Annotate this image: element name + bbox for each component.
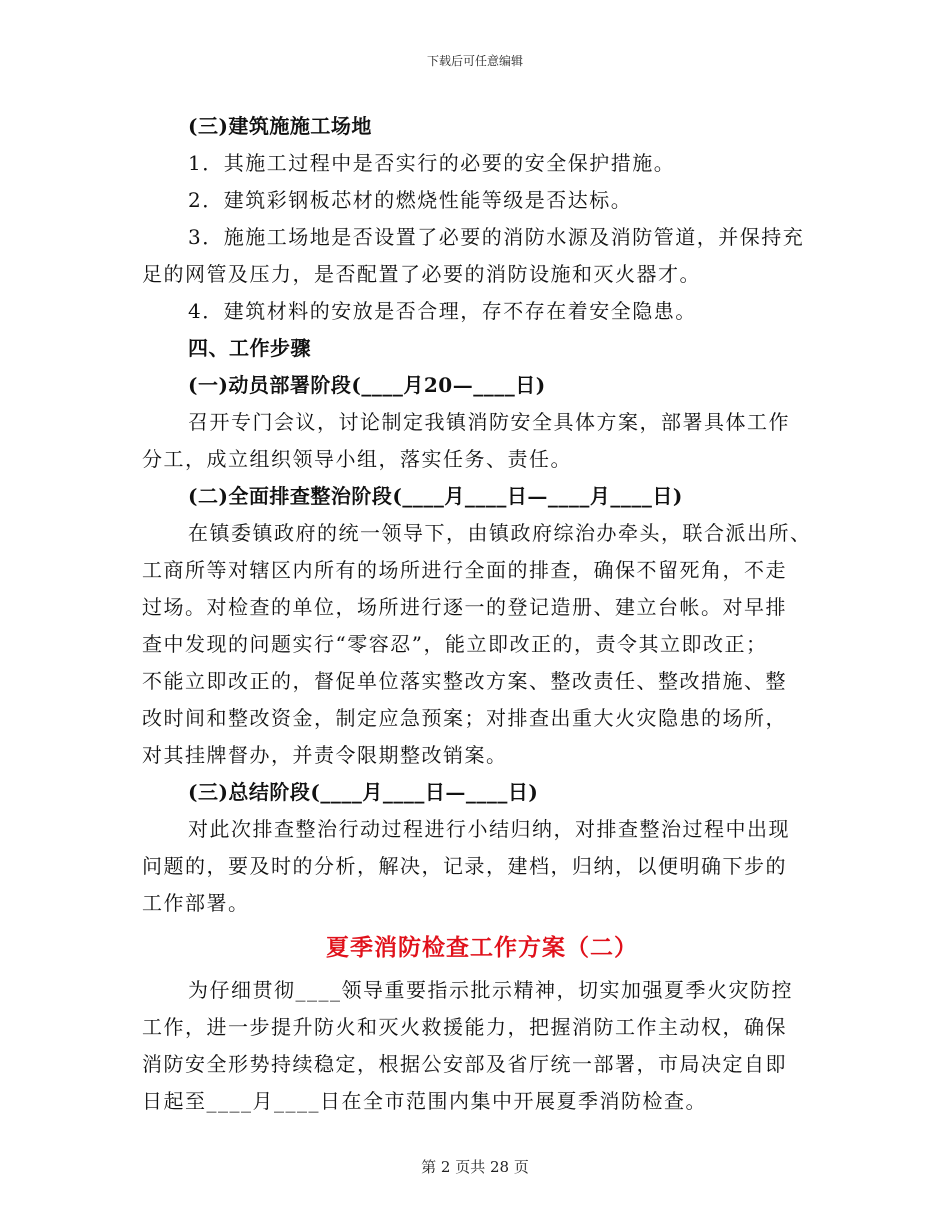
paragraph-line: 2．建筑彩钢板芯材的燃烧性能等级是否达标。	[188, 188, 633, 212]
paragraph-line: (一)动员部署阶段(____月20—____日)	[188, 373, 546, 397]
paragraph-line: 四、工作步骤	[188, 336, 311, 360]
section-summer-plan-intro	[142, 972, 822, 1120]
paragraph-line: 1．其施工过程中是否实行的必要的安全保护措施。	[188, 151, 676, 175]
paragraph-line: 工作部署。	[142, 891, 250, 915]
paragraph-line: 日起至____月____日在全市范围内集中开展夏季消防检查。	[142, 1089, 707, 1113]
paragraph-line: 改时间和整改资金，制定应急预案；对排查出重大火灾隐患的场所，	[142, 706, 787, 730]
paragraph-line: 4．建筑材料的安放是否合理，存不存在着安全隐患。	[188, 299, 697, 323]
paragraph-line: 为仔细贯彻____领导重要指示批示精神，切实加强夏季火灾防控	[188, 978, 793, 1002]
paragraph-line: 在镇委镇政府的统一领导下，由镇政府综治办牵头，联合派出所、	[188, 521, 812, 545]
paragraph-line: 分工，成立组织领导小组，落实任务、责任。	[142, 447, 572, 471]
paragraph-line: 消防安全形势持续稳定，根据公安部及省厅统一部署，市局决定自即	[142, 1052, 787, 1076]
paragraph-line: 工商所等对辖区内所有的场所进行全面的排查，确保不留死角，不走	[142, 558, 787, 582]
paragraph-line: 对其挂牌督办，并责令限期整改销案。	[142, 743, 508, 767]
paragraph-line: (三)总结阶段(____月____日—____日)	[188, 780, 539, 804]
document-body	[142, 108, 822, 1120]
page-footer: 第 2 页共 28 页	[421, 1158, 529, 1176]
paragraph-line: 不能立即改正的，督促单位落实整改方案、整改责任、整改措施、整	[142, 669, 787, 693]
section-inspection-and-steps	[142, 108, 822, 922]
paragraph-line: 对此次排查整治行动过程进行小结归纳，对排查整治过程中出现	[188, 817, 790, 841]
paragraph-line: 召开专门会议，讨论制定我镇消防安全具体方案，部署具体工作	[188, 410, 790, 434]
paragraph-line: 过场。对检查的单位，场所进行逐一的登记造册、建立台帐。对早排	[142, 595, 787, 619]
paragraph-line: (二)全面排查整治阶段(____月____日—____月____日)	[188, 484, 683, 508]
paragraph-line: 足的网管及压力，是否配置了必要的消防设施和灭火器才。	[142, 262, 701, 286]
page-header: 下载后可任意编辑	[426, 54, 523, 68]
paragraph-line: 问题的，要及时的分析，解决，记录，建档，归纳，以便明确下步的	[142, 854, 787, 878]
paragraph-line: 3．施施工场地是否设置了必要的消防水源及消防管道，并保持充	[188, 225, 805, 249]
paragraph-line: (三)建筑施施工场地	[188, 114, 372, 138]
paragraph-line: 工作，进一步提升防火和灭火救援能力，把握消防工作主动权，确保	[142, 1015, 787, 1039]
paragraph-line: 查中发现的问题实行“零容忍”，能立即改正的，责令其立即改正；	[142, 632, 768, 656]
section-title: 夏季消防检查工作方案（二）	[326, 934, 638, 961]
